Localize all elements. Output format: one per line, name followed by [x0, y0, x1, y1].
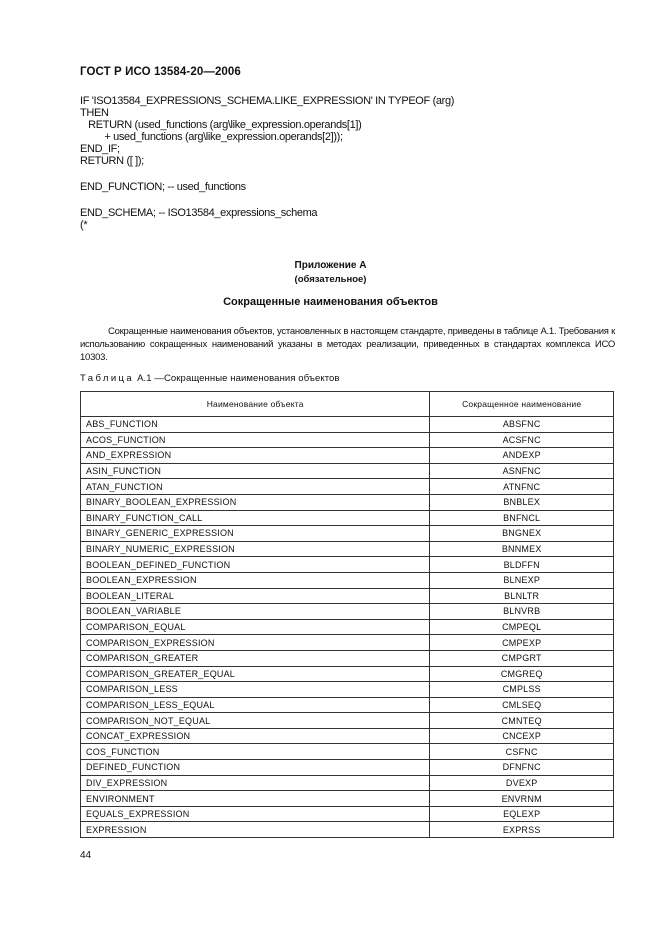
abbreviation-cell: ANDEXP [430, 448, 614, 464]
object-name-cell: COMPARISON_LESS_EQUAL [81, 697, 430, 713]
abbreviation-cell: BLNVRB [430, 604, 614, 620]
object-name-cell: BOOLEAN_VARIABLE [81, 604, 430, 620]
section-title: Сокращенные наименования объектов [223, 296, 438, 308]
object-name-cell: COMPARISON_GREATER_EQUAL [81, 666, 430, 682]
object-name-cell: CONCAT_EXPRESSION [81, 728, 430, 744]
abbreviation-cell: CNCEXP [430, 728, 614, 744]
table-row [81, 494, 614, 510]
object-name-cell: EXPRESSION [81, 822, 430, 838]
table-row [81, 541, 614, 557]
intro-text: Сокращенные наименования объектов, установленных в настоящем стандарте, приведены в таблице А.1. Требования к использованию сокращенных наименований указаны в методах реализации, приведенных в стандартах комплекса ИСО 10303. [80, 326, 615, 363]
abbreviation-cell: CMNTEQ [430, 713, 614, 729]
object-name-cell: BINARY_FUNCTION_CALL [81, 510, 430, 526]
object-name-cell: BINARY_BOOLEAN_EXPRESSION [81, 494, 430, 510]
abbreviation-cell: CMPEQL [430, 619, 614, 635]
abbreviation-cell: BLNLTR [430, 588, 614, 604]
table-caption [80, 373, 340, 384]
page-header: ГОСТ Р ИСО 13584-20—2006 [80, 66, 241, 78]
object-name-cell: DEFINED_FUNCTION [81, 760, 430, 776]
abbreviation-cell: BNFNCL [430, 510, 614, 526]
object-name-cell: ACOS_FUNCTION [81, 432, 430, 448]
table-header-row [81, 392, 614, 417]
code-line: + used_functions (arg\like_expression.operands[2])); [80, 131, 343, 143]
object-name-cell: ABS_FUNCTION [81, 417, 430, 433]
column-header-name: Наименование объекта [81, 392, 430, 417]
code-line: END_FUNCTION; -- used_functions [80, 181, 246, 193]
object-name-cell: EQUALS_EXPRESSION [81, 806, 430, 822]
object-name-cell: BINARY_NUMERIC_EXPRESSION [81, 541, 430, 557]
code-listing [80, 95, 454, 231]
table-row [81, 417, 614, 433]
table-row [81, 588, 614, 604]
object-name-cell: COS_FUNCTION [81, 744, 430, 760]
object-name-cell: AND_EXPRESSION [81, 448, 430, 464]
object-name-cell: ATAN_FUNCTION [81, 479, 430, 495]
table-row [81, 682, 614, 698]
object-name-cell: COMPARISON_EQUAL [81, 619, 430, 635]
object-name-cell: COMPARISON_NOT_EQUAL [81, 713, 430, 729]
abbreviation-cell: DVEXP [430, 775, 614, 791]
abbreviation-cell: CMPEXP [430, 635, 614, 651]
abbreviation-cell: CMPGRT [430, 650, 614, 666]
abbreviation-cell: CMPLSS [430, 682, 614, 698]
abbreviation-cell: BLNEXP [430, 572, 614, 588]
table-row [81, 526, 614, 542]
object-name-cell: BOOLEAN_EXPRESSION [81, 572, 430, 588]
table-row [81, 619, 614, 635]
table-row [81, 791, 614, 807]
intro-paragraph [80, 325, 615, 364]
page-number: 44 [80, 850, 92, 861]
table-row [81, 666, 614, 682]
abbreviation-cell: ACSFNC [430, 432, 614, 448]
appendix-title: Приложение А [294, 260, 367, 271]
code-line: END_IF; [80, 143, 120, 155]
abbreviation-cell: EQLEXP [430, 806, 614, 822]
table-row [81, 744, 614, 760]
abbreviation-cell: BLDFFN [430, 557, 614, 573]
table-row [81, 775, 614, 791]
object-name-cell: ENVIRONMENT [81, 791, 430, 807]
table-row [81, 448, 614, 464]
object-name-cell: BINARY_GENERIC_EXPRESSION [81, 526, 430, 542]
object-name-cell: BOOLEAN_LITERAL [81, 588, 430, 604]
code-line: END_SCHEMA; -- ISO13584_expressions_schema [80, 207, 318, 219]
table-row [81, 635, 614, 651]
abbreviation-cell: CMLSEQ [430, 697, 614, 713]
table-row [81, 822, 614, 838]
table-row [81, 572, 614, 588]
table-row [81, 510, 614, 526]
code-line: (* [80, 219, 88, 231]
object-name-cell: ASIN_FUNCTION [81, 463, 430, 479]
table-caption-label: Таблица [80, 373, 135, 384]
abbreviations-table [80, 391, 614, 838]
abbreviation-cell: ASNFNC [430, 463, 614, 479]
abbreviation-cell: ATNFNC [430, 479, 614, 495]
table-row [81, 557, 614, 573]
abbreviation-cell: CMGREQ [430, 666, 614, 682]
abbreviation-cell: BNNMEX [430, 541, 614, 557]
code-line: IF 'ISO13584_EXPRESSIONS_SCHEMA.LIKE_EXPRESSION' IN TYPEOF (arg) [80, 95, 455, 107]
abbreviation-cell: DFNFNC [430, 760, 614, 776]
table-row [81, 697, 614, 713]
code-line: THEN [80, 107, 109, 119]
abbreviation-cell: ENVRNM [430, 791, 614, 807]
code-line: RETURN ([ ]); [80, 155, 144, 167]
abbreviation-cell: BNGNEX [430, 526, 614, 542]
object-name-cell: COMPARISON_EXPRESSION [81, 635, 430, 651]
table-row [81, 479, 614, 495]
table-row [81, 806, 614, 822]
table-row [81, 604, 614, 620]
column-header-abbreviation: Сокращенное наименование [430, 392, 614, 417]
table-row [81, 713, 614, 729]
table-body [81, 417, 614, 838]
table-row [81, 760, 614, 776]
table-row [81, 650, 614, 666]
table-row [81, 432, 614, 448]
code-line: RETURN (used_functions (arg\like_expression.operands[1]) [80, 119, 362, 131]
object-name-cell: DIV_EXPRESSION [81, 775, 430, 791]
abbreviation-cell: CSFNC [430, 744, 614, 760]
abbreviation-cell: BNBLEX [430, 494, 614, 510]
object-name-cell: COMPARISON_GREATER [81, 650, 430, 666]
table-row [81, 728, 614, 744]
abbreviation-cell: ABSFNC [430, 417, 614, 433]
table-row [81, 463, 614, 479]
object-name-cell: BOOLEAN_DEFINED_FUNCTION [81, 557, 430, 573]
appendix-status: (обязательное) [294, 274, 367, 285]
abbreviation-cell: EXPRSS [430, 822, 614, 838]
table-caption-text: А.1 —Сокращенные наименования объектов [137, 373, 340, 384]
object-name-cell: COMPARISON_LESS [81, 682, 430, 698]
